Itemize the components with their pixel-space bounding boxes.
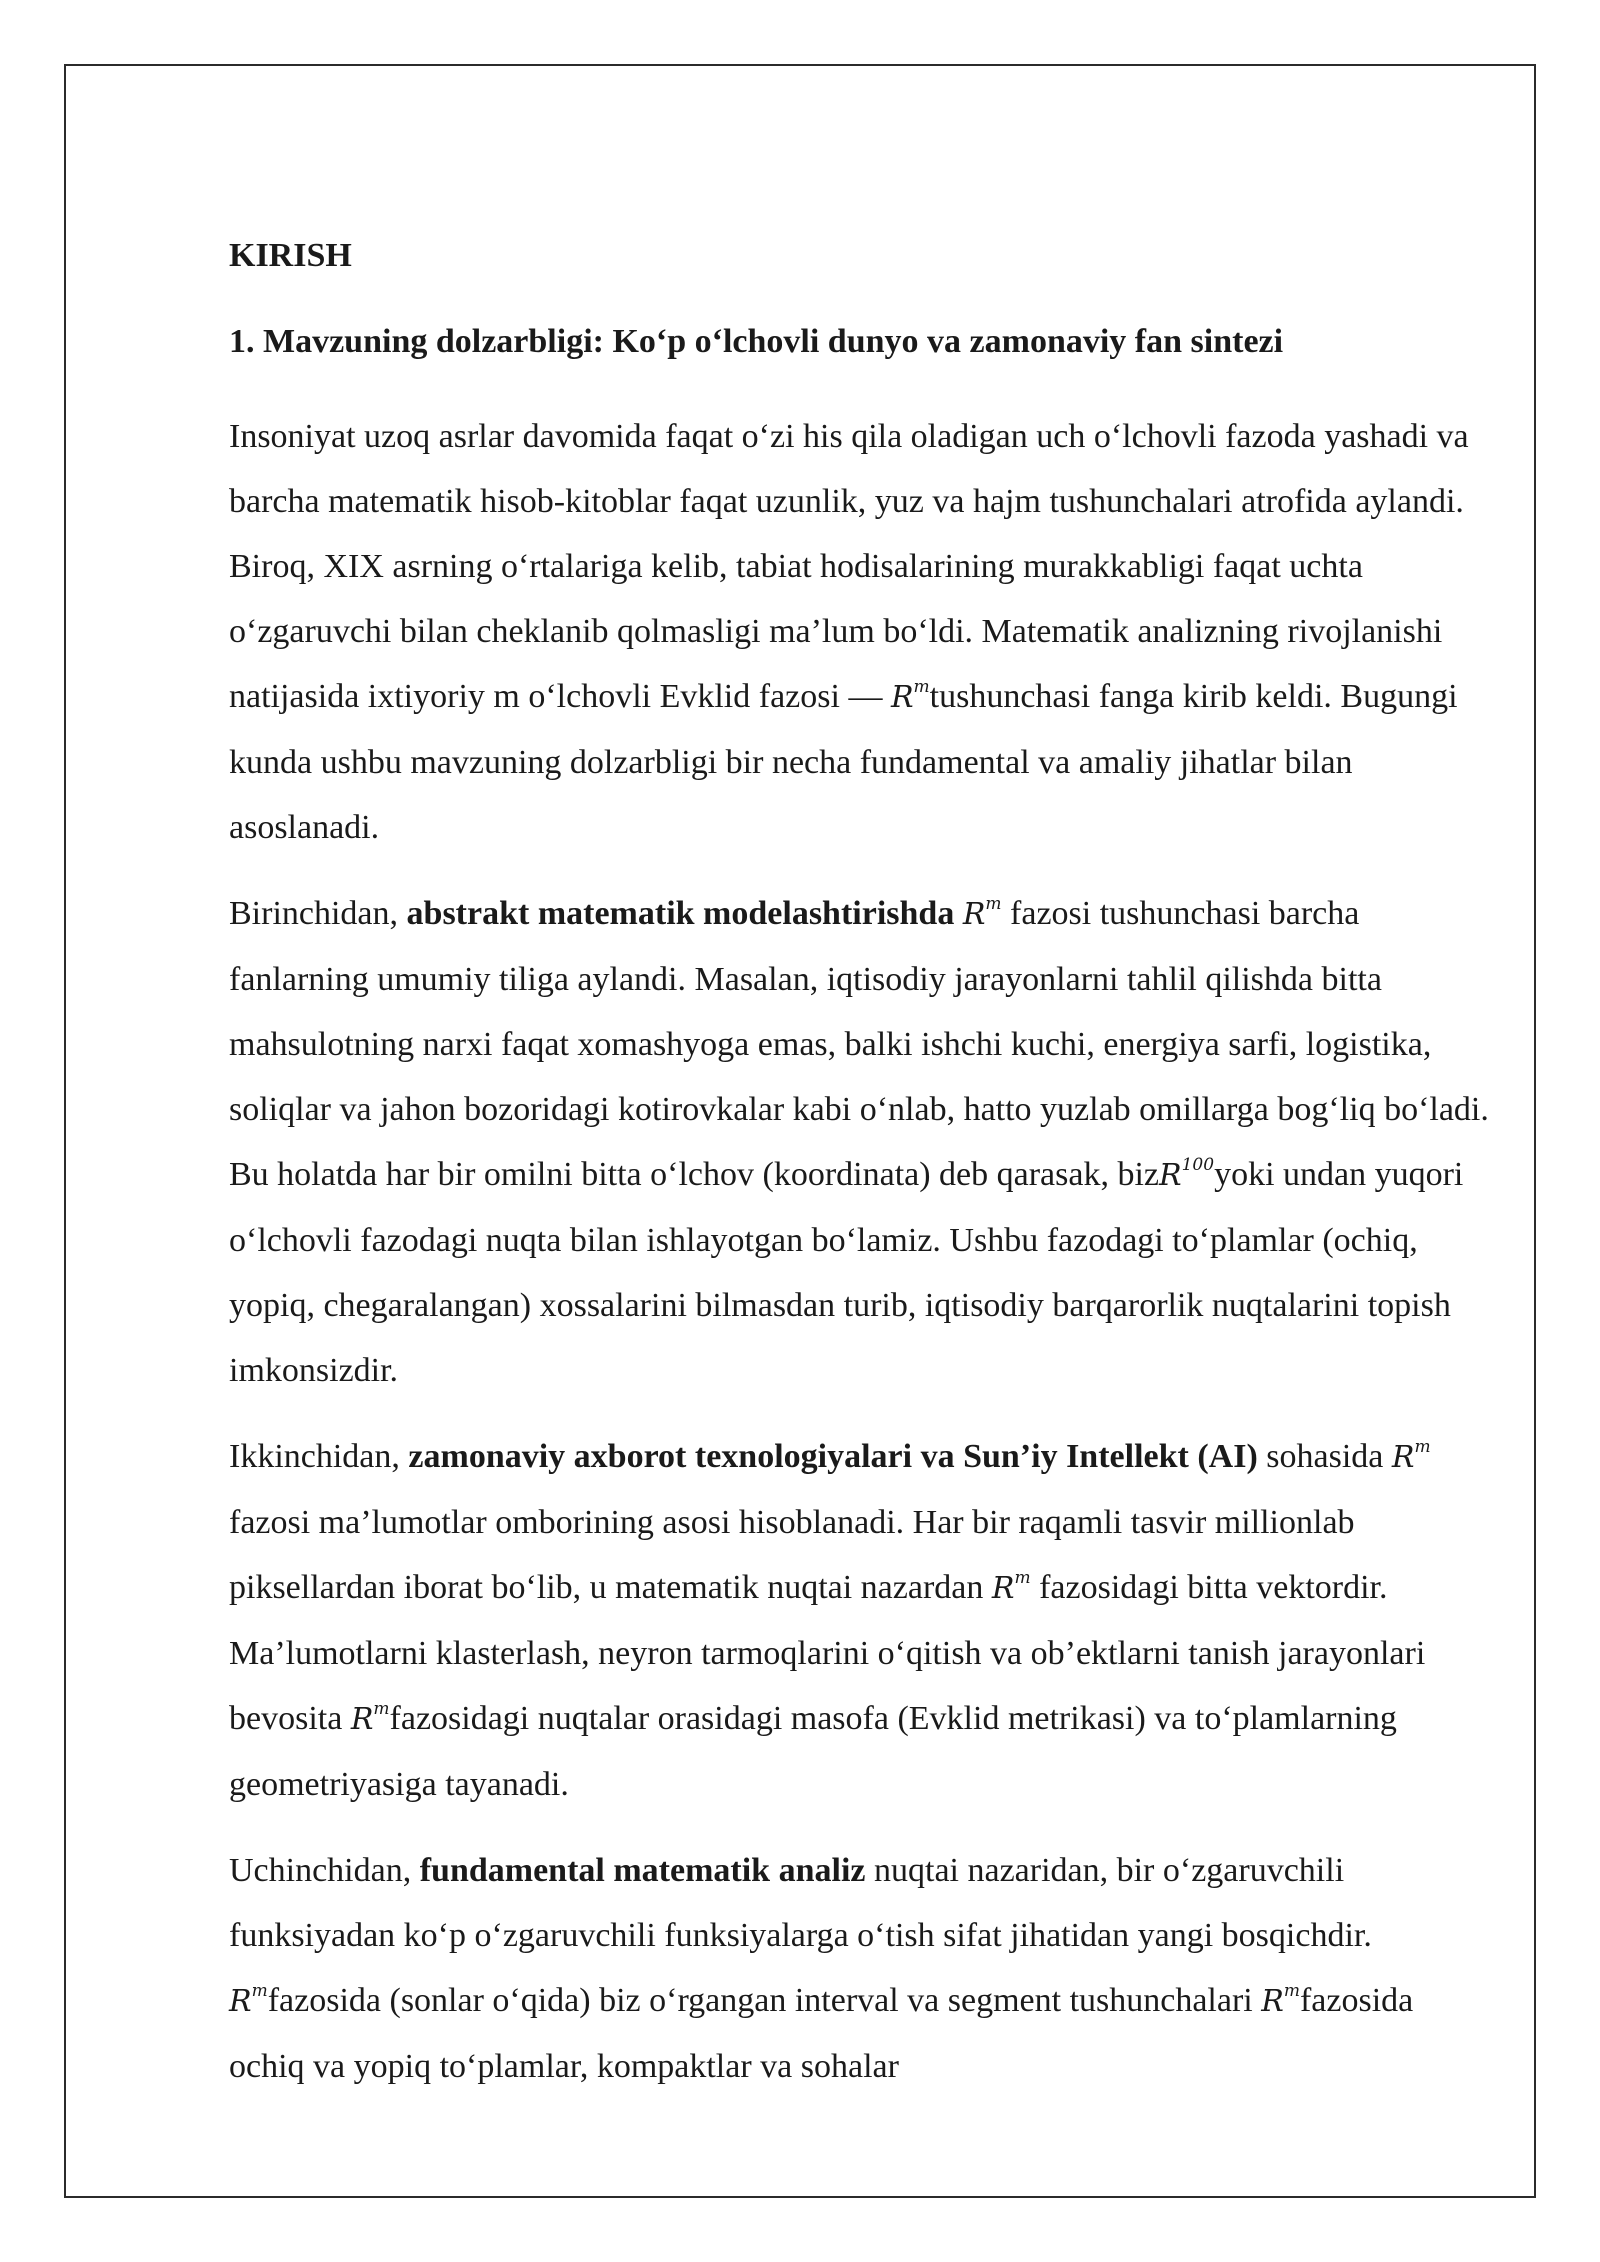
math-exponent: m bbox=[1014, 1568, 1031, 1588]
math-exponent: m bbox=[1283, 1981, 1300, 2001]
bold-phrase: abstrakt matematik modelashtirishda bbox=[406, 895, 955, 932]
bold-phrase: fundamental matematik analiz bbox=[419, 1852, 866, 1889]
text-run: fazosi ma’lumotlar omborining asosi hisoblanadi. Har bir raqamli tasvir millionlab piksellardan iborat bo‘lib, u matematik nuqtai nazardan bbox=[229, 1504, 1355, 1606]
text-run: fazosida ochiq va yopiq to‘plamlar, kompaktlar va sohalar bbox=[229, 1982, 1414, 2085]
math-symbol: R bbox=[229, 1984, 252, 2019]
document-body bbox=[229, 232, 1495, 2120]
document-title: KIRISH bbox=[229, 237, 352, 274]
paragraph-second-reason bbox=[229, 1424, 1495, 1817]
math-symbol: R bbox=[890, 680, 914, 715]
text-run: fazosidagi bitta vektordir. Ma’lumotlarni klasterlash, neyron tarmoqlarini o‘qitish va ob’ektlarni tanish jarayonlari bevosita bbox=[229, 1569, 1426, 1737]
math-symbol: R bbox=[991, 1571, 1015, 1606]
text-run: tushunchasi fanga kirib keldi. Bugungi kunda ushbu mavzuning dolzarbligi bir necha fundamental va amaliy jihatlar bilan asoslanadi. bbox=[229, 678, 1458, 846]
text-run: Insoniyat uzoq asrlar davomida faqat o‘zi his qila oladigan uch o‘lchovli fazoda yashadi va barcha matematik hisob-kitoblar faqat uzunlik, yuz va hajm tushunchalari atrofida aylandi. Biroq, XIX asrning o‘rtalariga kelib, tabiat hodisalarining murakkabligi faqat uchta o‘zgaruvchi bilan cheklanib qolmasligi ma’lum bo‘ldi. Matematik analizning rivojlanishi natijasida ixtiyoriy m o‘lchovli Evklid fazosi — bbox=[229, 418, 1469, 715]
paragraph-third-reason bbox=[229, 1838, 1495, 2099]
math-rm bbox=[1261, 1981, 1300, 2019]
text-run: yoki undan yuqori o‘lchovli fazodagi nuqta bilan ishlayotgan bo‘lamiz. Ushbu fazodagi to‘plamlar (ochiq, yopiq, chegaralangan) xossalarini bilmasdan turib, iqtisodiy barqarorlik nuqtalarini topish imkonsizdir. bbox=[229, 1156, 1464, 1389]
math-symbol: R bbox=[1261, 1984, 1284, 2019]
math-symbol: R bbox=[962, 897, 986, 932]
math-rm bbox=[991, 1568, 1031, 1606]
math-exponent: m bbox=[373, 1699, 390, 1719]
math-exponent: m bbox=[985, 894, 1002, 914]
text-run: Uchinchidan, bbox=[229, 1852, 420, 1889]
paragraph-first-reason bbox=[229, 881, 1495, 1403]
math-rm bbox=[229, 1981, 268, 2019]
bold-phrase: zamonaviy axborot texnologiyalari va Sun’iy Intellekt (AI) bbox=[408, 1438, 1258, 1475]
math-r100 bbox=[1159, 1155, 1215, 1193]
math-symbol: R bbox=[1391, 1440, 1415, 1475]
paragraph-intro bbox=[229, 404, 1495, 860]
math-symbol: R bbox=[1159, 1158, 1182, 1193]
text-run: fazosi tushunchasi barcha fanlarning umumiy tiliga aylandi. Masalan, iqtisodiy jarayonlarni tahlil qilishda bitta mahsulotning narxi faqat xomashyoga emas, balki ishchi kuchi, energiya sarfi, logistika, soliqlar va jahon bozoridagi kotirovkalar kabi o‘nlab, hatto yuzlab omillarga bog‘liq bo‘ladi. Bu holatda har bir omilni bitta o‘lchov (koordinata) deb qarasak, biz bbox=[229, 895, 1489, 1193]
section-heading: 1. Mavzuning dolzarbligi: Ko‘p o‘lchovli dunyo va zamonaviy fan sintezi bbox=[229, 323, 1284, 360]
math-rm bbox=[350, 1699, 390, 1737]
text-run: fazosidagi nuqtalar orasidagi masofa (Evklid metrikasi) va to‘plamlarning geometriyasiga tayanadi. bbox=[229, 1700, 1397, 1803]
text-run: Birinchidan, bbox=[229, 895, 407, 932]
math-exponent: 100 bbox=[1181, 1155, 1215, 1175]
text-run: nuqtai nazaridan, bir o‘zgaruvchili funksiyadan ko‘p o‘zgaruvchili funksiyalarga o‘tish sifat jihatidan yangi bosqichdir. bbox=[229, 1852, 1372, 1954]
math-symbol: R bbox=[350, 1702, 374, 1737]
math-rm bbox=[962, 894, 1002, 932]
math-exponent: m bbox=[251, 1981, 268, 2001]
math-exponent: m bbox=[1414, 1437, 1431, 1457]
text-run: Ikkinchidan, bbox=[229, 1438, 409, 1475]
math-rm bbox=[890, 677, 930, 715]
text-run: fazosida (sonlar o‘qida) biz o‘rgangan interval va segment tushunchalari bbox=[267, 1982, 1262, 2019]
math-exponent: m bbox=[913, 677, 930, 697]
math-rm bbox=[1391, 1437, 1431, 1475]
text-run: sohasida bbox=[1257, 1438, 1392, 1475]
